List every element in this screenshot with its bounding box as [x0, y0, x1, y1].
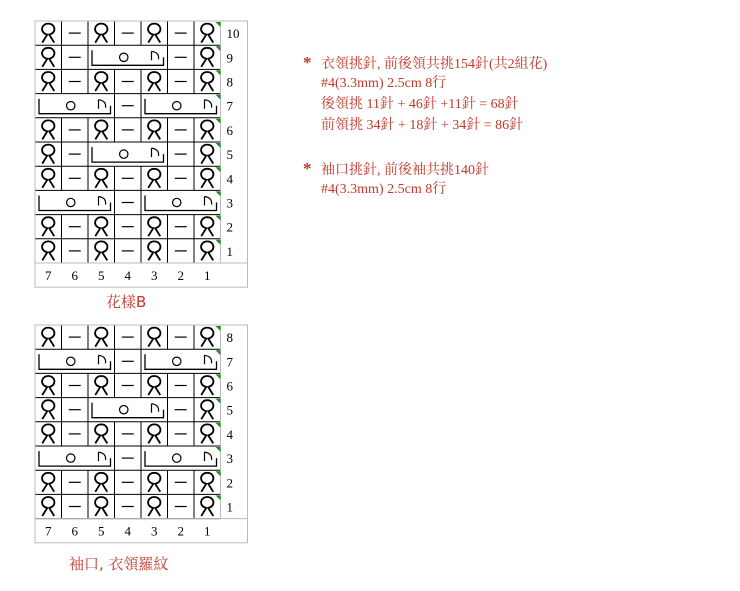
decrease-symbol: [152, 51, 159, 60]
row-number-label: 1: [226, 243, 233, 259]
twisted-knit-symbol: [201, 400, 213, 419]
yarn-over-symbol: [67, 198, 75, 206]
twisted-knit-symbol: [42, 72, 54, 91]
row-marker-icon: [216, 95, 221, 100]
twisted-knit-symbol: [148, 24, 160, 43]
twisted-knit-symbol: [95, 217, 107, 236]
decrease-symbol: [205, 197, 212, 206]
chart-grid: [34, 20, 249, 288]
chart-row: [39, 354, 217, 369]
chart-caption: 花樣B: [106, 293, 147, 311]
col-number-label: 2: [177, 523, 184, 539]
chart-row: [42, 72, 213, 91]
twisted-knit-symbol: [95, 169, 107, 188]
row-number-label: 2: [226, 219, 233, 235]
row-number-label: 3: [226, 195, 233, 211]
twisted-knit-symbol: [95, 473, 107, 492]
twisted-knit-symbol: [95, 24, 107, 43]
row-number-label: 5: [226, 402, 233, 418]
row-number-label: 4: [226, 171, 233, 187]
row-marker-icon: [216, 22, 221, 27]
col-number-label: 5: [98, 268, 105, 284]
yarn-over-symbol: [67, 357, 75, 365]
chart-row: [42, 48, 213, 67]
row-marker-icon: [216, 423, 221, 428]
twisted-knit-symbol: [95, 72, 107, 91]
twisted-knit-symbol: [201, 424, 213, 443]
chart-body: [35, 21, 248, 287]
col-number-label: 6: [71, 523, 78, 539]
row-marker-icon: [216, 119, 221, 124]
twisted-knit-symbol: [42, 145, 54, 164]
chart-row: [42, 497, 213, 516]
row-number-label: 5: [226, 147, 233, 163]
chart-row: [42, 400, 213, 419]
row-marker-icon: [216, 46, 221, 51]
yarn-over-symbol: [173, 454, 181, 462]
twisted-knit-symbol: [148, 473, 160, 492]
asterisk-icon: *: [303, 159, 312, 178]
decrease-symbol: [205, 452, 212, 461]
twisted-knit-symbol: [201, 328, 213, 347]
twisted-knit-symbol: [201, 24, 213, 43]
twisted-knit-symbol: [95, 328, 107, 347]
yarn-over-symbol: [67, 454, 75, 462]
chart-row: [39, 196, 217, 211]
decrease-symbol: [99, 100, 106, 109]
decrease-symbol: [205, 355, 212, 364]
row-number-label: 6: [226, 122, 233, 138]
row-marker-icon: [216, 216, 221, 221]
col-number-label: 4: [124, 523, 131, 539]
chart-row: [39, 451, 217, 466]
yarn-over-symbol: [173, 102, 181, 110]
chart-caption: 袖口, 衣領羅紋: [69, 555, 169, 573]
row-marker-icon: [216, 447, 221, 452]
yarn-over-symbol: [173, 357, 181, 365]
twisted-knit-symbol: [42, 24, 54, 43]
twisted-knit-symbol: [201, 120, 213, 139]
twisted-knit-symbol: [148, 120, 160, 139]
row-marker-icon: [216, 143, 221, 148]
twisted-knit-symbol: [201, 48, 213, 67]
chart-row: [42, 169, 213, 188]
decrease-symbol: [99, 197, 106, 206]
twisted-knit-symbol: [201, 145, 213, 164]
note-cuff: * 袖口挑針, 前後袖共挑140針: [303, 159, 489, 178]
decrease-symbol: [99, 355, 106, 364]
note-front-neck: 前領挑 34針 + 18針 + 34針 = 86針: [321, 118, 524, 133]
twisted-knit-symbol: [42, 376, 54, 395]
col-number-label: 1: [204, 268, 211, 284]
twisted-knit-symbol: [148, 376, 160, 395]
row-marker-icon: [216, 240, 221, 245]
col-number-label: 2: [177, 268, 184, 284]
chart-row: [42, 424, 213, 443]
row-number-label: 8: [226, 74, 233, 90]
chart-row: [39, 99, 217, 114]
col-number-label: 6: [71, 268, 78, 284]
twisted-knit-symbol: [42, 120, 54, 139]
decrease-symbol: [152, 404, 159, 413]
chart-row: [42, 24, 213, 43]
col-number-label: 7: [45, 268, 52, 284]
row-number-label: 4: [226, 426, 233, 442]
row-marker-icon: [216, 326, 221, 331]
twisted-knit-symbol: [201, 473, 213, 492]
grid-lines: [35, 325, 221, 519]
decrease-symbol: [205, 100, 212, 109]
twisted-knit-symbol: [201, 241, 213, 260]
chart-row: [42, 473, 213, 492]
note-neck: * 衣領挑針, 前後領共挑154針(共2組花): [303, 53, 548, 72]
col-number-label: 3: [151, 268, 158, 284]
instructions: [303, 52, 547, 200]
yarn-over-symbol: [120, 53, 128, 61]
chart-row: [42, 120, 213, 139]
ribbing-chart: [34, 324, 249, 544]
decrease-symbol: [99, 452, 106, 461]
col-number-label: 7: [45, 523, 52, 539]
row-number-label: 9: [226, 50, 233, 66]
chart-grid: [34, 324, 249, 544]
twisted-knit-symbol: [42, 328, 54, 347]
col-number-label: 4: [124, 268, 131, 284]
row-number-label: 10: [226, 26, 240, 42]
twisted-knit-symbol: [95, 120, 107, 139]
yarn-over-symbol: [120, 406, 128, 414]
twisted-knit-symbol: [95, 376, 107, 395]
twisted-knit-symbol: [42, 48, 54, 67]
chart-row: [42, 328, 213, 347]
row-number-label: 1: [226, 499, 233, 515]
row-marker-icon: [216, 471, 221, 476]
twisted-knit-symbol: [148, 169, 160, 188]
row-marker-icon: [216, 70, 221, 75]
chart-row: [42, 376, 213, 395]
twisted-knit-symbol: [148, 497, 160, 516]
twisted-knit-symbol: [201, 497, 213, 516]
note-neck-needle: #4(3.3mm) 2.5cm 8行: [321, 76, 447, 91]
row-number-label: 6: [226, 378, 233, 394]
twisted-knit-symbol: [148, 72, 160, 91]
note-cuff-needle: #4(3.3mm) 2.5cm 8行: [321, 182, 447, 197]
twisted-knit-symbol: [95, 241, 107, 260]
row-number-label: 2: [226, 475, 233, 491]
twisted-knit-symbol: [95, 424, 107, 443]
yarn-over-symbol: [173, 198, 181, 206]
twisted-knit-symbol: [201, 169, 213, 188]
twisted-knit-symbol: [148, 424, 160, 443]
twisted-knit-symbol: [201, 376, 213, 395]
twisted-knit-symbol: [148, 241, 160, 260]
row-number-label: 8: [226, 330, 233, 346]
chart-row: [42, 145, 213, 164]
twisted-knit-symbol: [95, 497, 107, 516]
yarn-over-symbol: [67, 102, 75, 110]
note-back-neck: 後領挑 11針 + 46針 +11針 = 68針: [321, 97, 519, 112]
row-marker-icon: [216, 350, 221, 355]
chart-body: [35, 325, 248, 543]
twisted-knit-symbol: [148, 328, 160, 347]
twisted-knit-symbol: [42, 473, 54, 492]
twisted-knit-symbol: [148, 217, 160, 236]
decrease-symbol: [152, 148, 159, 157]
row-number-label: 3: [226, 451, 233, 467]
pattern-chart-b: [34, 20, 249, 288]
row-marker-icon: [216, 191, 221, 196]
twisted-knit-symbol: [201, 72, 213, 91]
chart-row: [42, 241, 213, 260]
col-number-label: 5: [98, 523, 105, 539]
row-marker-icon: [216, 374, 221, 379]
twisted-knit-symbol: [42, 169, 54, 188]
twisted-knit-symbol: [42, 217, 54, 236]
col-number-label: 3: [151, 523, 158, 539]
row-number-label: 7: [226, 354, 233, 370]
row-marker-icon: [216, 399, 221, 404]
twisted-knit-symbol: [42, 400, 54, 419]
twisted-knit-symbol: [42, 424, 54, 443]
row-marker-icon: [216, 495, 221, 500]
twisted-knit-symbol: [42, 497, 54, 516]
twisted-knit-symbol: [42, 241, 54, 260]
col-number-label: 1: [204, 523, 211, 539]
yarn-over-symbol: [120, 150, 128, 158]
asterisk-icon: *: [303, 53, 312, 72]
chart-row: [42, 217, 213, 236]
twisted-knit-symbol: [201, 217, 213, 236]
row-number-label: 7: [226, 98, 233, 114]
row-marker-icon: [216, 167, 221, 172]
